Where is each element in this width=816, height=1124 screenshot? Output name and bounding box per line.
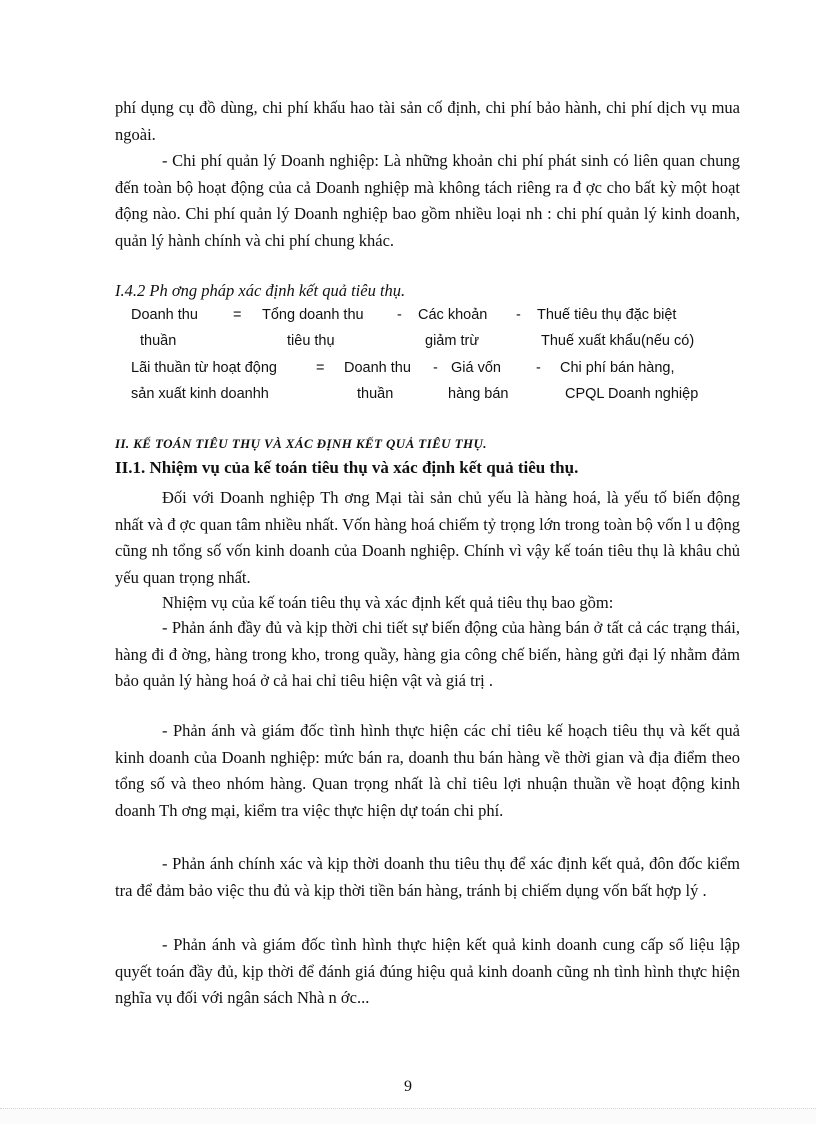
formula2-equals: = <box>316 360 325 376</box>
paragraph-tasks-intro: Nhiệm vụ của kế toán tiêu thụ và xác định kết quả tiêu thụ bao gồm: <box>162 593 614 612</box>
paragraph-task-3: - Phản ánh chính xác và kịp thời doanh thu tiêu thụ để xác định kết quả, đôn đốc kiểm tra để đảm bảo việc thu đủ và kịp thời tiền bán hàng, tránh bị chiếm dụng vốn bất hợp lý . <box>115 854 740 900</box>
section-ii1-heading: II.1. Nhiệm vụ của kế toán tiêu thụ và xác định kết quả tiêu thụ. <box>115 458 579 477</box>
formula1-term1-line1: Tổng doanh thu <box>262 307 364 323</box>
section-ii-heading: II. KẾ TOÁN TIÊU THỤ VÀ XÁC ĐỊNH KẾT QUẢ TIÊU THỤ. <box>115 436 487 451</box>
formula1-minus2: - <box>516 307 521 323</box>
heading-method: I.4.2 Ph ơng pháp xác định kết quả tiêu thụ. <box>115 281 406 300</box>
formula2-lhs-line1: Lãi thuần từ hoạt động <box>131 360 277 376</box>
paragraph-cost-items: phí dụng cụ đồ dùng, chi phí khấu hao tài sản cố định, chi phí bảo hành, chi phí dịch vụ mua ngoài. <box>115 98 740 144</box>
page-bottom-edge <box>0 1108 816 1124</box>
paragraph-task-1: - Phản ánh đầy đủ và kịp thời chi tiết sự biến động của hàng bán ở tất cả các trạng thái, hàng đi đ ờng, hàng trong kho, trong quầy, hàng gia công chế biến, hàng gửi đại lý nhằm đảm bảo quản lý hàng hoá ở cả hai chỉ tiêu hiện vật và giá trị . <box>115 618 740 690</box>
formula2-term2-line1: Giá vốn <box>451 360 501 376</box>
page-number: 9 <box>404 1078 412 1095</box>
formula2-lhs-line2: sản xuất kinh doanhh <box>131 386 269 402</box>
formula2-minus1: - <box>433 360 438 376</box>
formula1-equals: = <box>233 307 242 323</box>
formula2-term1-line1: Doanh thu <box>344 360 411 376</box>
paragraph-commerce-assets: Đối với Doanh nghiệp Th ơng Mại tài sản chủ yếu là hàng hoá, là yếu tố biến động nhất và đ ợc quan tâm nhiều nhất. Vốn hàng hoá chiếm tỷ trọng lớn trong toàn bộ vốn l u động cũng nh tổng số vốn kinh doanh của Doanh nghiệp. Chính vì vậy kế toán tiêu thụ là khâu chủ yếu quan trọng nhất. <box>115 488 740 587</box>
formula2-term3-line1: Chi phí bán hàng, <box>560 360 675 376</box>
formula2-term2-line2: hàng bán <box>448 386 509 402</box>
formula1-term1-line2: tiêu thụ <box>287 333 335 349</box>
formula2-minus2: - <box>536 360 541 376</box>
paragraph-admin-cost: - Chi phí quản lý Doanh nghiệp: Là những khoản chi phí phát sinh có liên quan chung đến toàn bộ hoạt động của cả Doanh nghiệp mà không tách riêng ra đ ợc cho bất kỳ một hoạt động nào. Chi phí quản lý Doanh nghiệp bao gồm nhiều loại nh : chi phí quản lý kinh doanh, quản lý hành chính và chi phí chung khác. <box>115 151 740 250</box>
formula2-term3-line2: CPQL Doanh nghiệp <box>565 386 699 402</box>
formula1-term2-line1: Các khoản <box>418 307 488 323</box>
formula1-lhs-line2: thuần <box>140 333 177 349</box>
formula1-lhs-line1: Doanh thu <box>131 307 198 323</box>
formula1-term3-line1: Thuế tiêu thụ đặc biệt <box>537 307 677 323</box>
formula1-term2-line2: giảm trừ <box>425 333 480 349</box>
paragraph-task-2: - Phản ánh và giám đốc tình hình thực hiện các chỉ tiêu kế hoạch tiêu thụ và kết quả kinh doanh của Doanh nghiệp: mức bán ra, doanh thu bán hàng về thời gian và địa điểm theo tổng số và theo nhóm hàng. Quan trọng nhất là chỉ tiêu lợi nhuận thuần về hoạt động kinh doanh Th ơng mại, kiểm tra việc thực hiện dự toán chi phí. <box>115 721 740 820</box>
formula1-term3-line2: Thuế xuất khẩu(nếu có) <box>541 333 695 349</box>
formula2-term1-line2: thuần <box>357 386 394 402</box>
formula1-minus1: - <box>397 307 402 323</box>
paragraph-task-4: - Phản ánh và giám đốc tình hình thực hiện kết quả kinh doanh cung cấp số liệu lập quyết toán đầy đủ, kịp thời để đánh giá đúng hiệu quả kinh doanh cũng nh tình hình thực hiện nghĩa vụ đối với ngân sách Nhà n ớc... <box>115 935 740 1007</box>
